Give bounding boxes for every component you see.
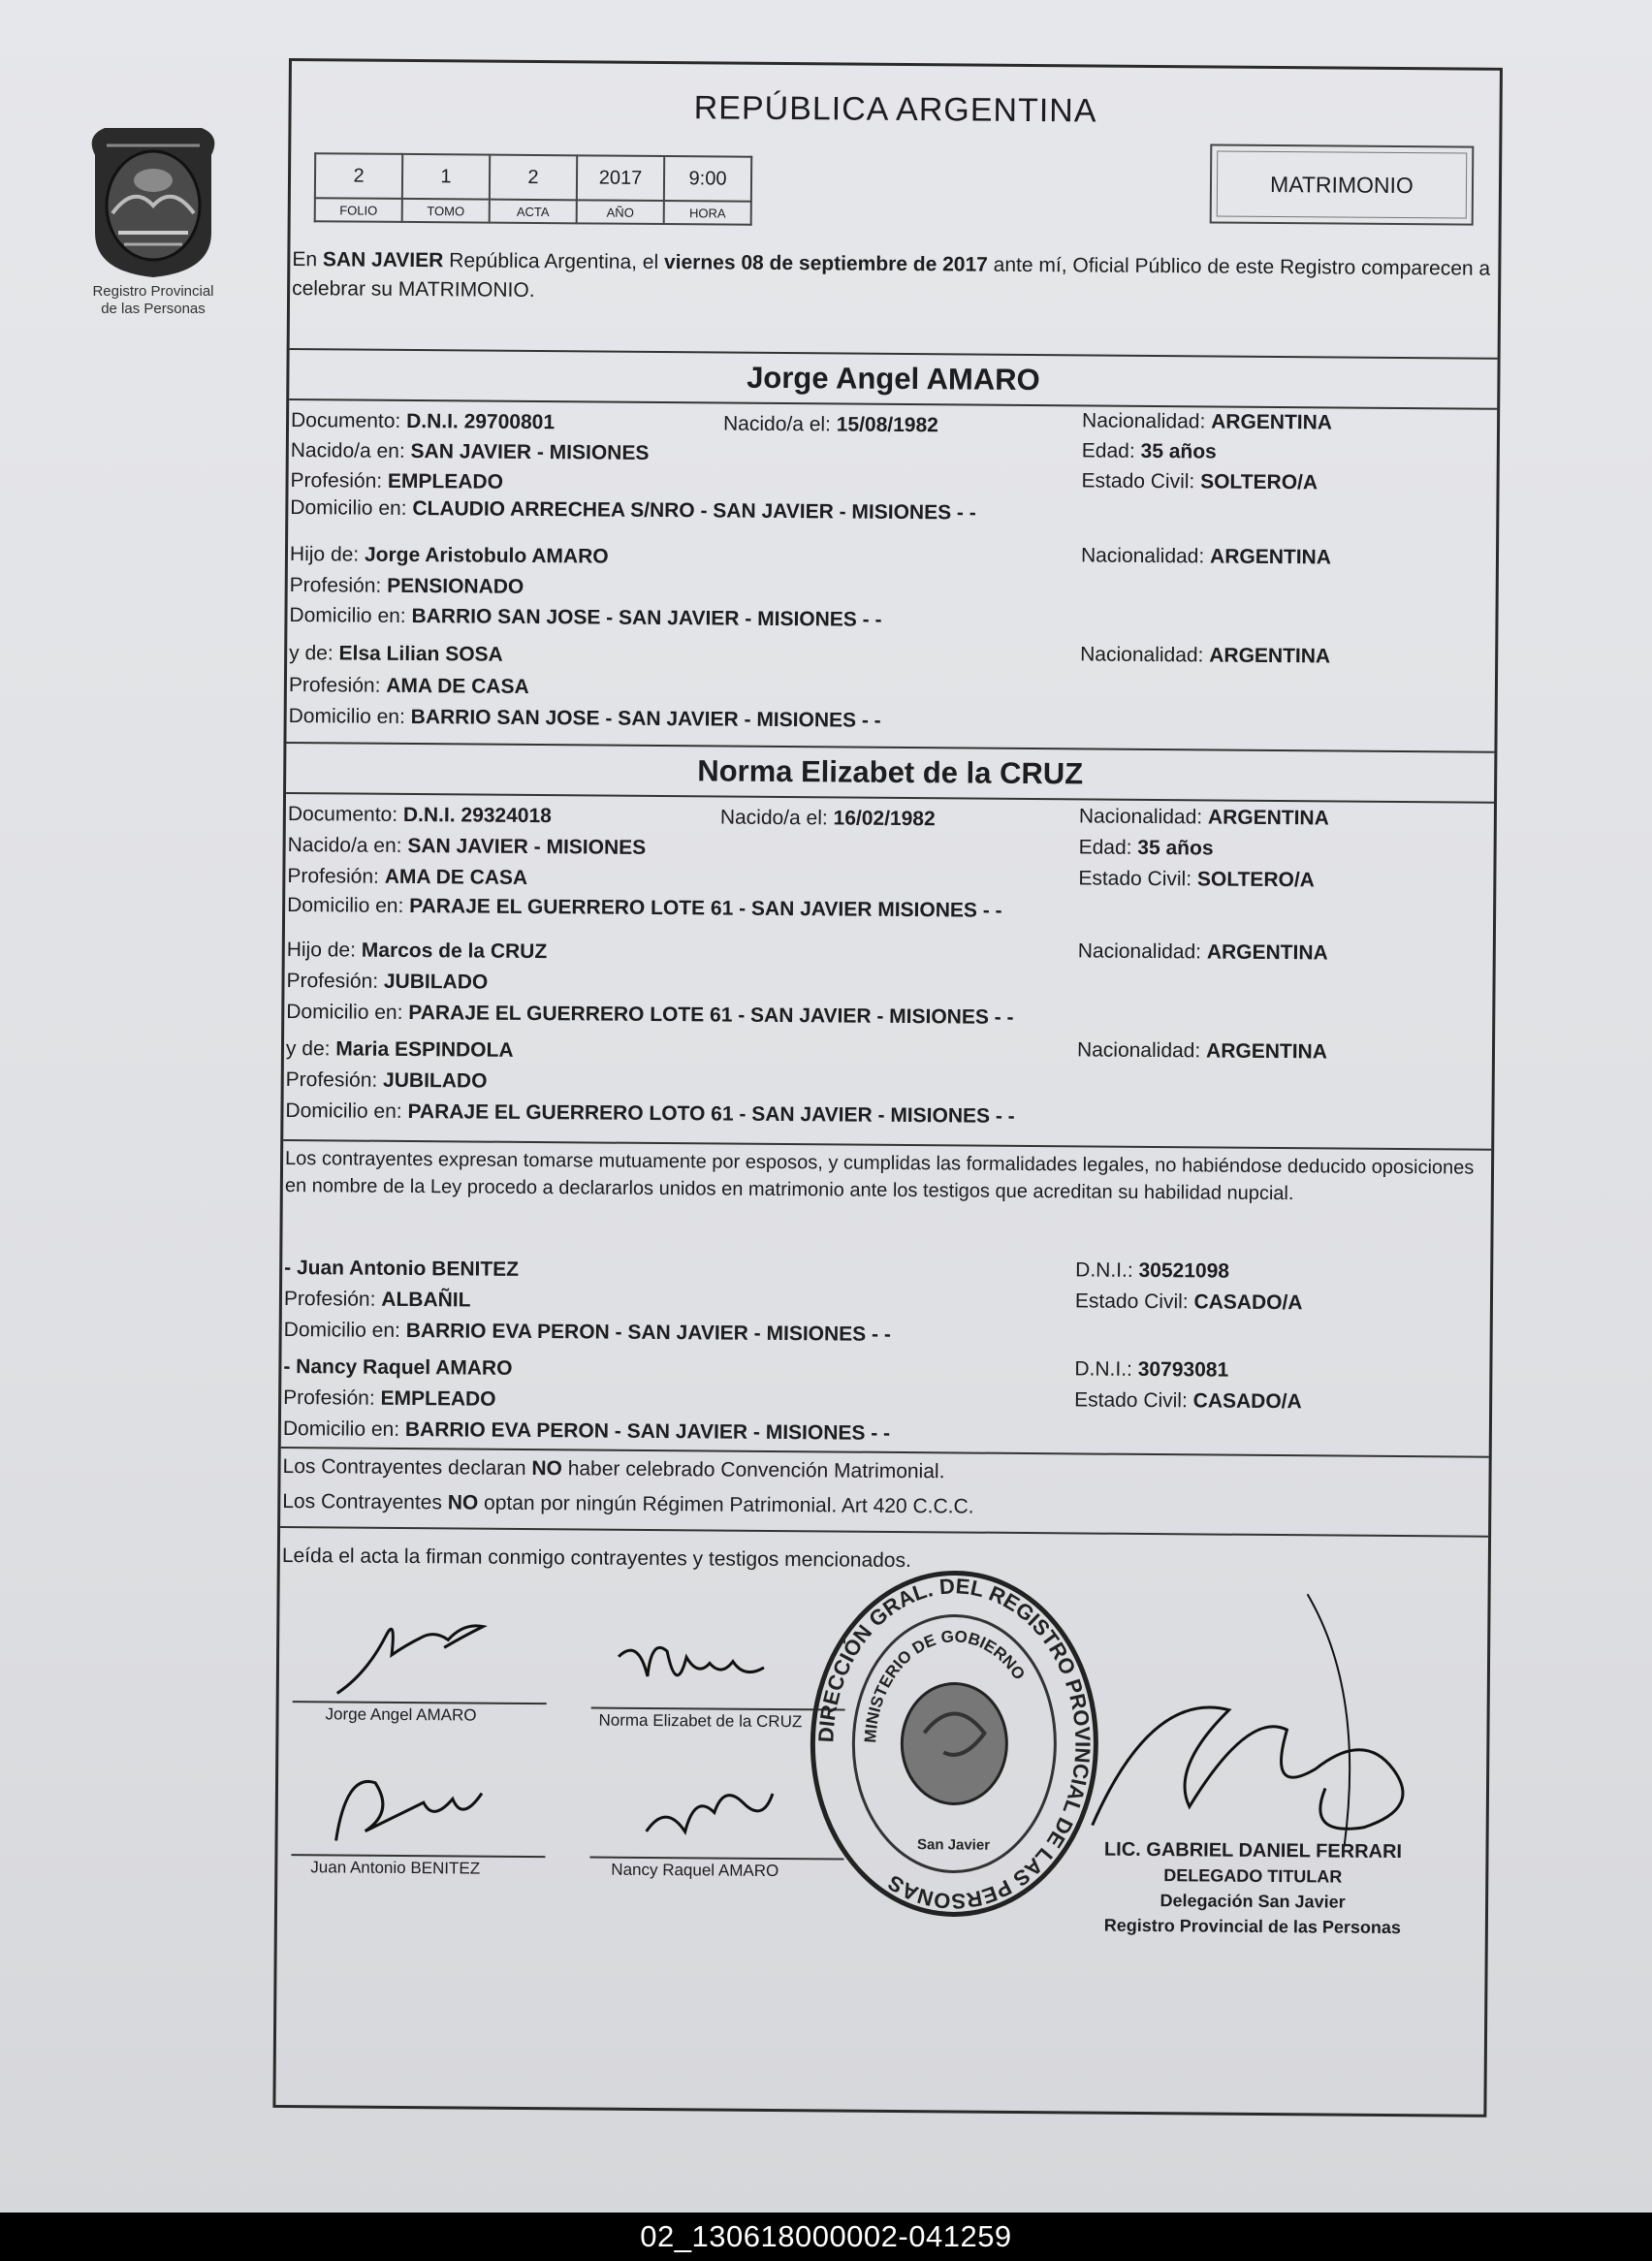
spouse2-name: Norma Elizabet de la CRUZ bbox=[286, 744, 1494, 804]
spouse1-father: Hijo de: Jorge Aristobulo AMARO bbox=[289, 543, 609, 568]
provincial-emblem-icon bbox=[76, 116, 231, 281]
registrar-institution: Registro Provincial de las Personas bbox=[1103, 1915, 1402, 1938]
spouse2-father-nationality: Nacionalidad: ARGENTINA bbox=[1077, 939, 1328, 965]
spouse1-born-on: Nacido/a el: 15/08/1982 bbox=[722, 412, 938, 437]
spouse2-nationality: Nacionalidad: ARGENTINA bbox=[1078, 805, 1329, 830]
signature-section bbox=[275, 1528, 1488, 2123]
spouse2-profession: Profesión: AMA DE CASA bbox=[287, 865, 528, 889]
spouse2-mother-address: Domicilio en: PARAJE EL GUERRERO LOTO 61 - SAN JAVIER - MISIONES - - bbox=[285, 1099, 1015, 1128]
witness2-name: - Nancy Raquel AMARO bbox=[283, 1354, 513, 1380]
spouse1-section bbox=[286, 400, 1497, 753]
witness2-dni: D.N.I.: 30793081 bbox=[1074, 1357, 1229, 1382]
registrar-name: LIC. GABRIEL DANIEL FERRARI bbox=[1103, 1838, 1403, 1863]
spouse1-civil-status: Estado Civil: SOLTERO/A bbox=[1081, 469, 1318, 494]
intro-place: SAN JAVIER bbox=[322, 248, 444, 272]
intro-date: viernes 08 de septiembre de 2017 bbox=[663, 251, 988, 276]
registrar-block bbox=[1078, 1836, 1428, 1940]
spouse2-father-address: Domicilio en: PARAJE EL GUERRERO LOTE 61 - SAN JAVIER - MISIONES - - bbox=[286, 1001, 1014, 1029]
signature-label-spouse1: Jorge Angel AMARO bbox=[325, 1704, 477, 1725]
spouse2-address: Domicilio en: PARAJE EL GUERRERO LOTE 61 - SAN JAVIER MISIONES - - bbox=[287, 894, 1002, 922]
witness1-profession: Profesión: ALBAÑIL bbox=[283, 1288, 471, 1312]
spouse2-father: Hijo de: Marcos de la CRUZ bbox=[286, 939, 548, 964]
acta-value: 2 bbox=[490, 155, 577, 201]
spouse2-born-in: Nacido/a en: SAN JAVIER - MISIONES bbox=[287, 834, 647, 859]
seal-inner-text: MINISTERIO DE GOBIERNO bbox=[861, 1627, 1029, 1744]
hour-value: 9:00 bbox=[664, 156, 751, 202]
spouse2-age: Edad: 35 años bbox=[1078, 836, 1214, 860]
spouse1-name: Jorge Angel AMARO bbox=[289, 350, 1497, 410]
spouse1-mother-nationality: Nacionalidad: ARGENTINA bbox=[1080, 643, 1331, 668]
emblem-caption: Registro Provincial de las Personas bbox=[92, 283, 214, 317]
options-section bbox=[280, 1449, 1489, 1538]
witness2-profession: Profesión: EMPLEADO bbox=[283, 1385, 496, 1411]
spouse1-mother-address: Domicilio en: BARRIO SAN JOSE - SAN JAVIER - MISIONES - - bbox=[288, 705, 881, 732]
acta-label: ACTA bbox=[490, 200, 577, 224]
registrar-title: DELEGADO TITULAR bbox=[1163, 1865, 1343, 1887]
country-title: REPÚBLICA ARGENTINA bbox=[693, 89, 1097, 130]
spouse2-mother-nationality: Nacionalidad: ARGENTINA bbox=[1076, 1038, 1328, 1064]
convention-statement: Los Contrayentes declaran NO haber celebrado Convención Matrimonial. bbox=[282, 1454, 945, 1483]
marriage-record-frame bbox=[272, 58, 1503, 2118]
official-seal-icon bbox=[807, 1567, 1102, 1920]
witness1-civil-status: Estado Civil: CASADO/A bbox=[1074, 1290, 1303, 1315]
record-type: MATRIMONIO bbox=[1270, 171, 1414, 198]
signature-label-witness1: Juan Antonio BENITEZ bbox=[310, 1858, 481, 1878]
signature-label-spouse2: Norma Elizabet de la CRUZ bbox=[598, 1710, 803, 1732]
witness1-name: - Juan Antonio BENITEZ bbox=[284, 1257, 520, 1281]
witness2-address: Domicilio en: BARRIO EVA PERON - SAN JAVIER - MISIONES - - bbox=[282, 1417, 891, 1445]
regime-statement: Los Contrayentes NO optan por ningún Régimen Patrimonial. Art 420 C.C.C. bbox=[282, 1489, 974, 1518]
signature-spouse2-icon bbox=[609, 1618, 775, 1716]
spouse2-document: Documento: D.N.I. 29324018 bbox=[287, 803, 552, 828]
spouse1-born-in: Nacido/a en: SAN JAVIER - MISIONES bbox=[290, 439, 650, 464]
signature-registrar-icon bbox=[1072, 1573, 1481, 1866]
year-value: 2017 bbox=[577, 155, 664, 201]
signature-witness1-icon bbox=[316, 1753, 492, 1861]
signature-label-witness2: Nancy Raquel AMARO bbox=[611, 1860, 779, 1881]
signature-witness2-icon bbox=[636, 1764, 782, 1862]
footer-code: 02_130618000002-041259 bbox=[0, 2213, 1652, 2261]
record-type-box bbox=[1210, 143, 1475, 225]
spouse2-civil-status: Estado Civil: SOLTERO/A bbox=[1078, 867, 1315, 892]
registry-table bbox=[314, 152, 753, 226]
seal-place: San Javier bbox=[916, 1836, 991, 1854]
closing-text: Leída el acta la firman conmigo contrayentes y testigos mencionados. bbox=[281, 1544, 911, 1573]
hour-label: HORA bbox=[664, 201, 751, 225]
witness1-address: Domicilio en: BARRIO EVA PERON - SAN JAVIER - MISIONES - - bbox=[283, 1318, 891, 1346]
declaration-section bbox=[281, 1141, 1491, 1458]
spouse1-father-nationality: Nacionalidad: ARGENTINA bbox=[1080, 544, 1332, 569]
spouse2-born-on: Nacido/a el: 16/02/1982 bbox=[719, 806, 936, 831]
witness1-dni: D.N.I.: 30521098 bbox=[1075, 1258, 1230, 1283]
signature-spouse1-icon bbox=[328, 1596, 503, 1704]
spouse2-mother-profession: Profesión: JUBILADO bbox=[285, 1068, 488, 1093]
spouse1-mother: y de: Elsa Lilian SOSA bbox=[289, 642, 503, 666]
tomo-label: TOMO bbox=[402, 199, 490, 223]
seal-ring-text: DIRECCIÓN GRAL. DEL REGISTRO PROVINCIAL DE LAS PERSONAS bbox=[813, 1574, 1096, 1914]
spouse1-address: Domicilio en: CLAUDIO ARRECHEA S/NRO - SAN JAVIER - MISIONES - - bbox=[290, 496, 976, 525]
spouse2-mother: y de: Maria ESPINDOLA bbox=[285, 1037, 514, 1062]
tomo-value: 1 bbox=[402, 154, 490, 200]
record-header bbox=[290, 61, 1500, 360]
spouse2-father-profession: Profesión: JUBILADO bbox=[286, 970, 489, 994]
spouse1-father-address: Domicilio en: BARRIO SAN JOSE - SAN JAVIER - MISIONES - - bbox=[289, 604, 882, 631]
spouse1-nationality: Nacionalidad: ARGENTINA bbox=[1081, 409, 1333, 434]
spouse1-document: Documento: D.N.I. 29700801 bbox=[290, 409, 556, 434]
spouse1-father-profession: Profesión: PENSIONADO bbox=[289, 574, 524, 598]
spouse1-age: Edad: 35 años bbox=[1081, 439, 1217, 463]
folio-value: 2 bbox=[315, 153, 402, 199]
registrar-office: Delegación San Javier bbox=[1160, 1891, 1346, 1912]
declaration-text: Los contrayentes expresan tomarse mutuamente por esposos, y cumplidas las formalidades legales, no habiéndose deducido oposiciones en nombre de la Ley procedo a declararlos unidos en matrimonio ante los testigos que acreditan su habilidad nupcial. bbox=[284, 1148, 1475, 1205]
spouse1-profession: Profesión: EMPLEADO bbox=[290, 469, 504, 494]
spouse1-mother-profession: Profesión: AMA DE CASA bbox=[288, 674, 529, 698]
witness2-civil-status: Estado Civil: CASADO/A bbox=[1074, 1388, 1302, 1414]
spouse2-section bbox=[283, 794, 1494, 1151]
folio-label: FOLIO bbox=[315, 198, 402, 222]
year-label: AÑO bbox=[577, 200, 664, 224]
intro-text: En SAN JAVIER República Argentina, el viernes 08 de septiembre de 2017 ante mí, Oficial Público de este Registro comparecen a celebrar su MATRIMONIO. bbox=[292, 248, 1491, 302]
